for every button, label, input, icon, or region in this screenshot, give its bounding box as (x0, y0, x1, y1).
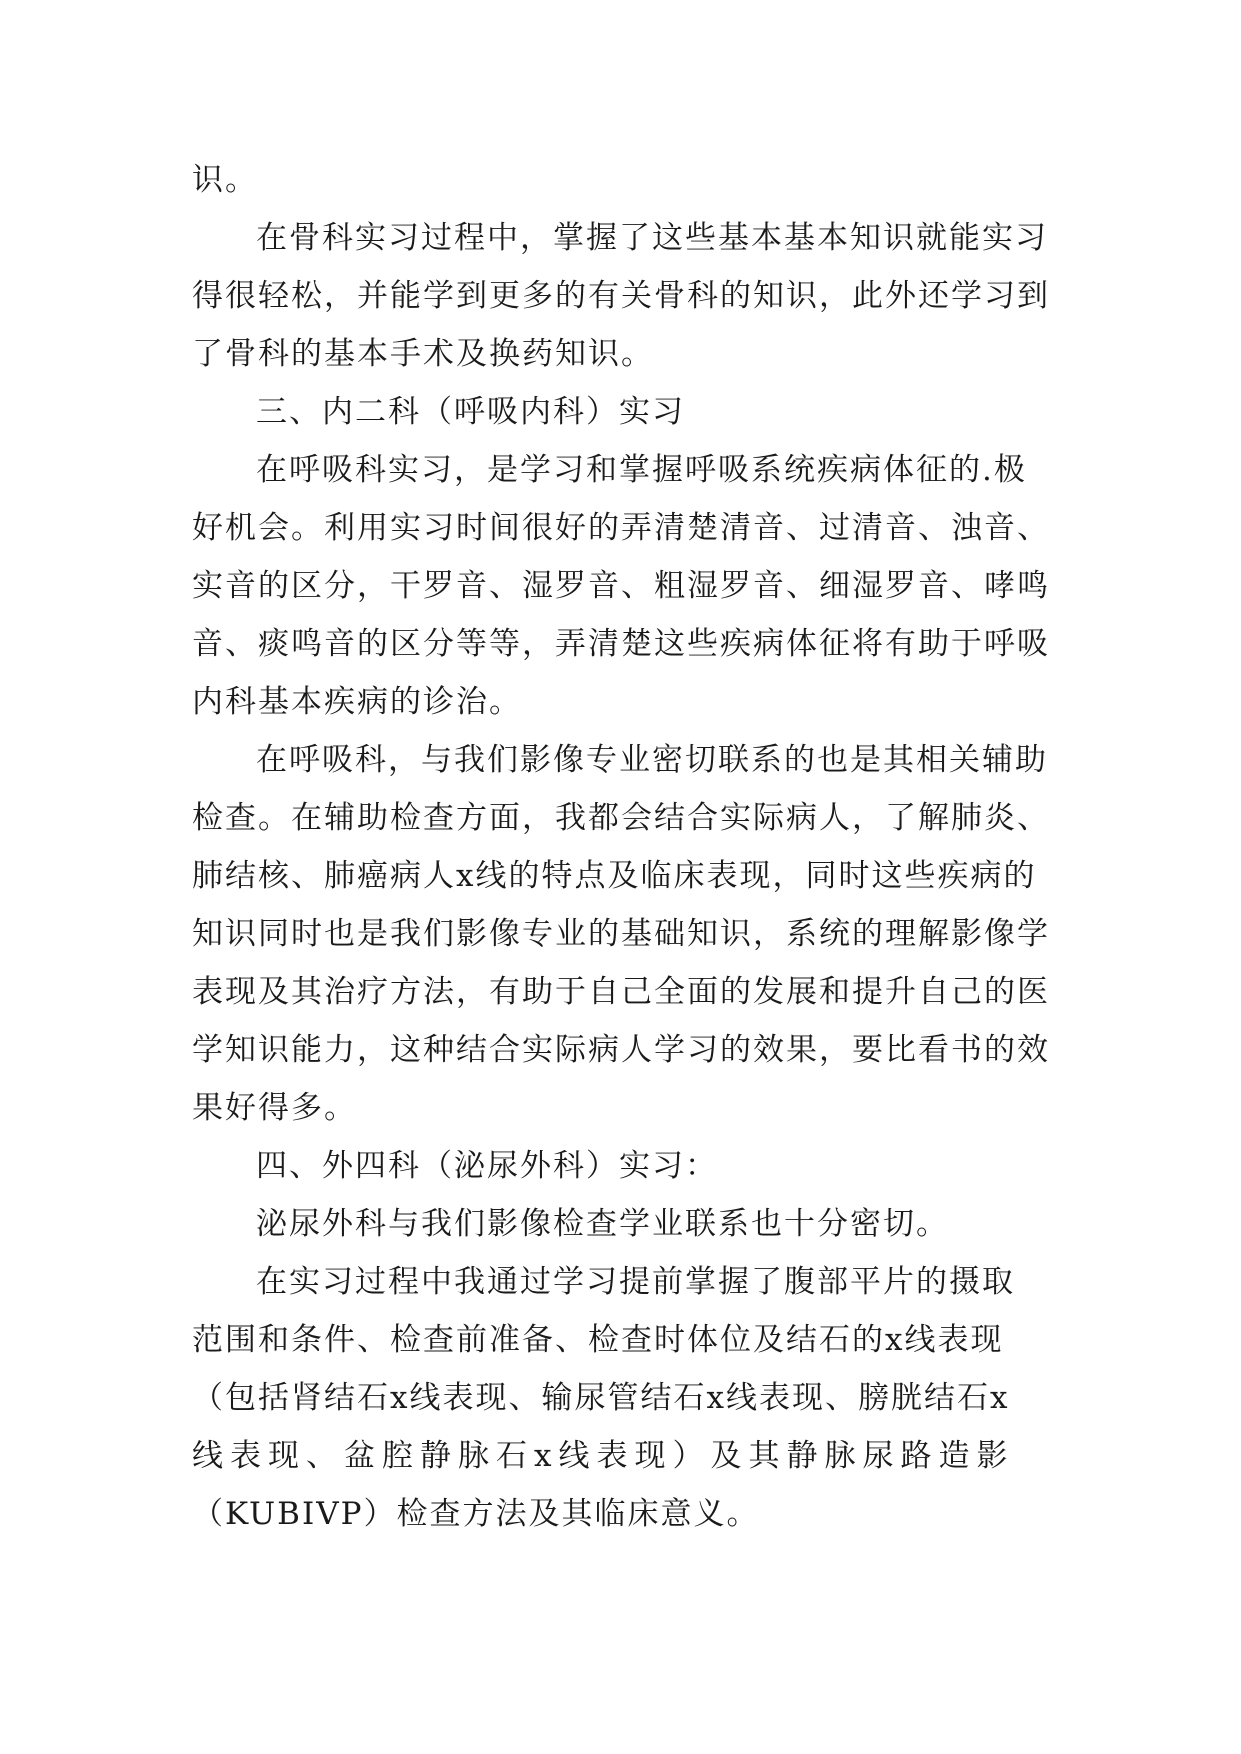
text-line: （KUBIVP）检查方法及其临床意义。 (192, 1496, 760, 1532)
text-line: 知识同时也是我们影像专业的基础知识，系统的理解影像学 (192, 916, 1050, 952)
text-line: 了骨科的基本手术及换药知识。 (192, 336, 654, 372)
text-line: 学知识能力，这种结合实际病人学习的效果，要比看书的效 (192, 1032, 1050, 1068)
text-line: 好机会。利用实习时间很好的弄清楚清音、过清音、浊音、 (192, 510, 1050, 546)
text-line: 识。 (192, 162, 258, 198)
paragraph-start: 在呼吸科，与我们影像专业密切联系的也是其相关辅助 (256, 742, 1048, 778)
text-line: 表现及其治疗方法，有助于自己全面的发展和提升自己的医 (192, 974, 1050, 1010)
section-heading: 三、内二科（呼吸内科）实习 (256, 394, 685, 430)
paragraph-start: 在呼吸科实习，是学习和掌握呼吸系统疾病体征的.极 (256, 452, 1027, 488)
text-line: 肺结核、肺癌病人x线的特点及临床表现，同时这些疾病的 (192, 858, 1037, 894)
paragraph-start: 在骨科实习过程中，掌握了这些基本基本知识就能实习 (256, 220, 1048, 256)
text-line: 线表现、盆腔静脉石x线表现）及其静脉尿路造影 (192, 1438, 1015, 1474)
paragraph-start: 泌尿外科与我们影像检查学业联系也十分密切。 (256, 1206, 949, 1242)
paragraph-start: 在实习过程中我通过学习提前掌握了腹部平片的摄取 (256, 1264, 1015, 1300)
text-line: 检查。在辅助检查方面，我都会结合实际病人，了解肺炎、 (192, 800, 1050, 836)
text-line: 范围和条件、检查前准备、检查时体位及结石的x线表现 (192, 1322, 1004, 1358)
text-line: 内科基本疾病的诊治。 (192, 684, 522, 720)
text-line: （包括肾结石x线表现、输尿管结石x线表现、膀胱结石x (192, 1380, 1010, 1416)
text-line: 得很轻松，并能学到更多的有关骨科的知识，此外还学习到 (192, 278, 1050, 314)
section-heading: 四、外四科（泌尿外科）实习： (256, 1148, 718, 1184)
text-line: 果好得多。 (192, 1090, 357, 1126)
text-line: 实音的区分，干罗音、湿罗音、粗湿罗音、细湿罗音、哮鸣 (192, 568, 1050, 604)
text-line: 音、痰鸣音的区分等等，弄清楚这些疾病体征将有助于呼吸 (192, 626, 1050, 662)
